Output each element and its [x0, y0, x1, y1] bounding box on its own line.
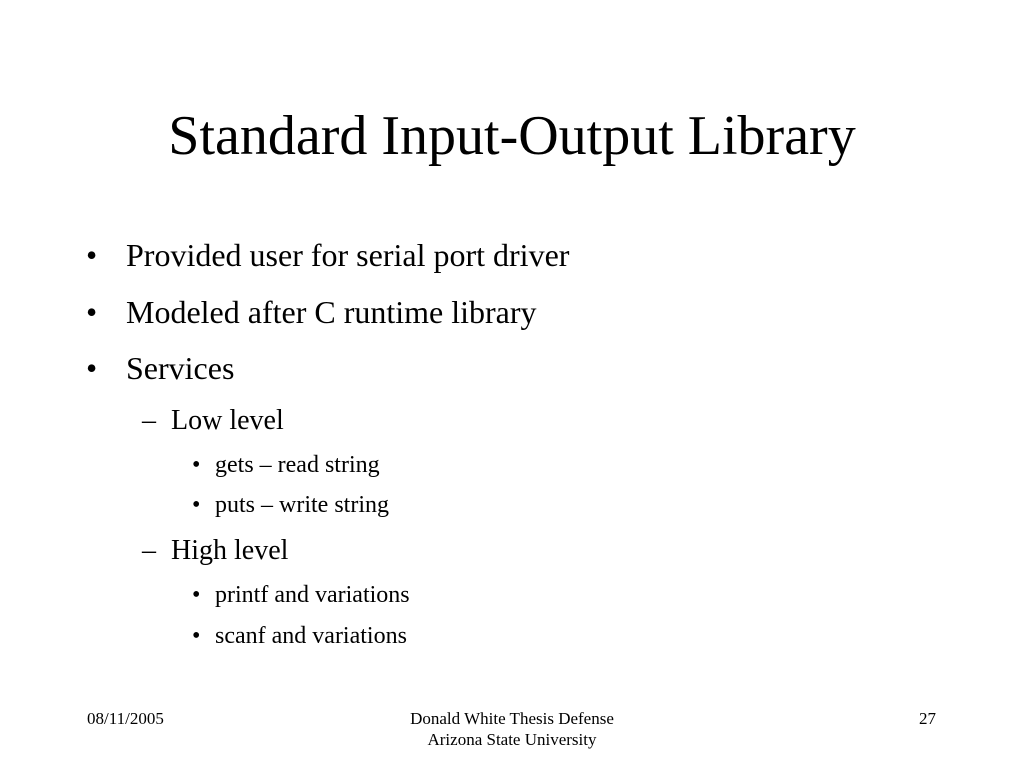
bullet-marker: • [86, 237, 98, 273]
bullet-marker: • [192, 582, 201, 608]
bullet-text: Services [126, 350, 235, 386]
sub-sub-bullet-text: printf and variations [215, 582, 410, 608]
slide-title: Standard Input-Output Library [168, 105, 856, 167]
bullet-marker: • [192, 452, 201, 478]
sub-sub-bullet-text: gets – read string [215, 452, 380, 478]
sub-sub-bullet-text: scanf and variations [215, 623, 407, 649]
footer-date: 08/11/2005 [87, 709, 164, 728]
bullet-marker: • [86, 294, 98, 330]
bullet-text: Provided user for serial port driver [126, 237, 570, 273]
footer-institution: Arizona State University [427, 730, 597, 749]
dash-marker: – [142, 535, 156, 566]
bullet-marker: • [86, 350, 98, 386]
slide-number: 27 [919, 709, 936, 728]
bullet-text: Modeled after C runtime library [126, 294, 537, 330]
bullet-marker: • [192, 623, 201, 649]
sub-bullet-text: High level [171, 535, 289, 566]
bullet-marker: • [192, 492, 201, 518]
sub-sub-bullet-text: puts – write string [215, 492, 389, 518]
footer-presentation-info [312, 708, 712, 750]
footer-event: Donald White Thesis Defense [410, 709, 614, 728]
sub-bullet-text: Low level [171, 405, 284, 436]
dash-marker: – [142, 405, 156, 436]
